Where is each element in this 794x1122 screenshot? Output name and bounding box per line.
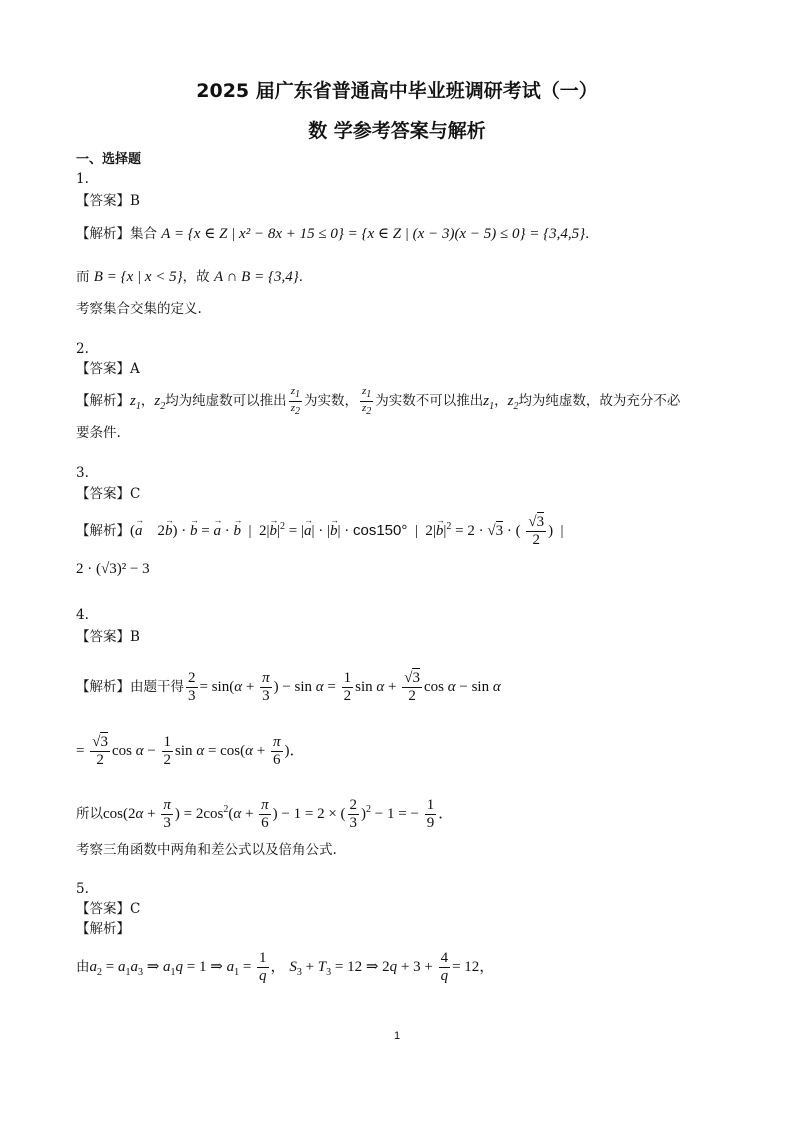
q1-set-a: A = {x ∈ Z | x² − 8x + 15 ≤ 0} = {x ∈ Z | (x − 3)(x − 5) ≤ 0} = {3,4,5} — [161, 226, 586, 242]
q5-answer: 【答案】C — [76, 901, 141, 917]
page-subtitle: 数 学参考答案与解析 — [308, 120, 486, 142]
q4-number: 4. — [76, 607, 89, 623]
page-title: 2025 届广东省普通高中毕业班调研考试（一） — [196, 80, 598, 102]
q3-line2: 2 · (√3)² − 3 — [76, 561, 150, 577]
q4-note: 考察三角函数中两角和差公式以及倍角公式. — [76, 842, 337, 858]
q2-analysis: 【解析】$z_1$，$z_2$均为纯虚数可以推出 $\frac{z_1}{z_2}$ 为实数， $\frac{z_1}{z_2}$ 为实数不可以推出$z_1$，$z_2$均为纯虚数，故为充分不必 — [76, 385, 681, 418]
page-number: 1 — [393, 1030, 401, 1042]
q5-line1: 由$a_2 = a_1a_3$ ⇒ $a_1q = 1$ ⇒ $a_1$ = $\frac{1}{q}$ ， $S_3 + T_3 = 12$ ⇒ 2q + 3 + $\frac{4}{q}$ = 12， — [76, 950, 495, 984]
q2-number: 2. — [76, 341, 89, 357]
q3-answer: 【答案】C — [76, 486, 141, 502]
q2-answer: 【答案】A — [76, 361, 140, 377]
q4-line2: = $\frac{√3}{2}$ cos α − $\frac{1}{2}$ sin α = cos(α + $\frac{\pi}{6}$ )． — [76, 734, 305, 768]
q2-line2: 要条件. — [76, 425, 121, 441]
q1-answer: 【答案】B — [76, 193, 140, 209]
q3-number: 3. — [76, 465, 89, 481]
section-heading: 一、选择题 — [76, 152, 142, 167]
q1-note: 考察集合交集的定义. — [76, 301, 202, 317]
analysis-tag: 【解析】 — [76, 226, 130, 242]
q1-line2: 而 B = {x | x < 5}，故 A ∩ B = {3,4}． — [76, 269, 313, 285]
q4-answer: 【答案】B — [76, 629, 140, 645]
q5-number: 5. — [76, 881, 89, 897]
q5-analysis-tag: 【解析】 — [76, 921, 130, 937]
q1-number: 1. — [76, 171, 89, 187]
q4-line3: 所以cos(2α + $\frac{\pi}{3}$ ) = $2\cos^2(\alpha$ + $\frac{\pi}{6}$ ) − 1 = 2 × ( $\frac{2}{3}$ )$^2$ − 1 = − $\frac{1}{9}$ ． — [76, 797, 454, 831]
q4-analysis: 【解析】由题干得 $\frac{2}{3}$ = sin(α + $\frac{\pi}{3}$ ) − sin α = $\frac{1}{2}$ sin α + $\frac{√3}{2}$ cos α − sin α — [76, 670, 501, 704]
q3-analysis: 【解析】(→ a 2→ b) · → b = → a · → b | $2|\to b|^2$ = |→ a| · |→ b| · cos150° | $2|\to b|^2 = 2 \cdot √3$ · ( $\frac{√3}{2}$ ) | — [76, 514, 564, 549]
q1-analysis: 【解析】集合 A = {x ∈ Z | x² − 8x + 15 ≤ 0} = {x ∈ Z | (x − 3)(x − 5) ≤ 0} = {3,4,5}． — [76, 226, 599, 242]
